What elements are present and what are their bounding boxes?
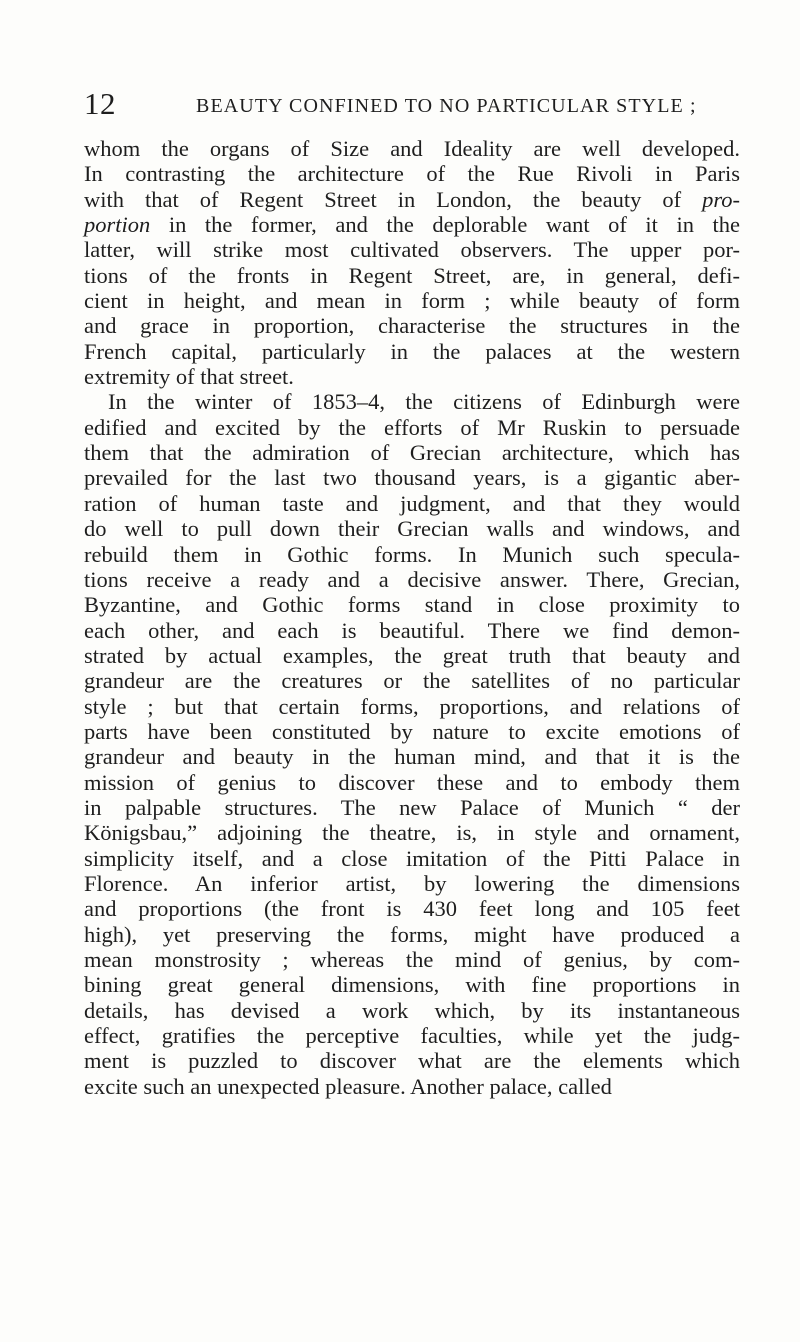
text-line: extremity of that street. <box>84 364 294 390</box>
text-line: strated by actual examples, the great truth that beauty and <box>84 642 740 668</box>
text-line: and proportions (the front is 430 feet long and 105 feet <box>84 896 740 922</box>
text-line: whom the organs of Size and Ideality are well developed. <box>84 136 740 161</box>
text-line: grandeur and beauty in the human mind, and that it is the <box>84 744 740 770</box>
text-line: them that the admiration of Grecian architecture, which has <box>84 440 740 466</box>
text-line: Byzantine, and Gothic forms stand in close proximity to <box>84 592 740 618</box>
text-line: excite such an unexpected pleasure. Another palace, called <box>84 1073 612 1099</box>
text-line: cient in height, and mean in form ; while beauty of form <box>84 288 740 314</box>
text-line: style ; but that certain forms, proportions, and relations of <box>84 693 740 719</box>
page-number: 12 <box>84 86 116 121</box>
text-line: Florence. An inferior artist, by lowering the dimensions <box>84 870 740 896</box>
text-line: mission of genius to discover these and to embody them <box>84 769 740 795</box>
text-line: high), yet preserving the forms, might have produced a <box>84 921 740 947</box>
text-line: Königsbau,” adjoining the theatre, is, in style and ornament, <box>84 820 740 846</box>
text-line: tions receive a ready and a decisive answer. There, Grecian, <box>84 566 740 592</box>
text-line: grandeur are the creatures or the satellites of no particular <box>84 668 740 694</box>
text-line: parts have been constituted by nature to excite emotions of <box>84 718 740 744</box>
text-line: latter, will strike most cultivated observers. The upper por- <box>84 237 740 263</box>
page-header <box>84 86 744 126</box>
text-line: do well to pull down their Grecian walls and windows, and <box>84 516 740 542</box>
text-line: ration of human taste and judgment, and that they would <box>84 490 740 516</box>
text-line: prevailed for the last two thousand years, is a gigantic aber- <box>84 465 740 491</box>
text-line: mean monstrosity ; whereas the mind of genius, by com- <box>84 947 740 972</box>
text-line: ment is puzzled to discover what are the elements which <box>84 1048 740 1074</box>
text-line: In contrasting the architecture of the Rue Rivoli in Paris <box>84 161 740 187</box>
text-line: rebuild them in Gothic forms. In Munich such specula- <box>84 541 740 567</box>
italic-word: pro- <box>702 186 741 212</box>
text-line <box>84 212 740 237</box>
text-line: details, has devised a work which, by its instantaneous <box>84 997 740 1023</box>
text-line: bining great general dimensions, with fine proportions in <box>84 972 740 998</box>
running-title: BEAUTY CONFINED TO NO PARTICULAR STYLE ; <box>196 95 697 117</box>
text-segment: with that of Regent Street in London, the beauty of <box>84 186 682 212</box>
text-line: effect, gratifies the perceptive faculties, while yet the judg- <box>84 1023 740 1049</box>
italic-word: portion <box>84 212 151 238</box>
text-line <box>84 187 740 212</box>
text-line: In the winter of 1853–4, the citizens of Edinburgh were <box>108 389 740 415</box>
text-line: in palpable structures. The new Palace of Munich “ der <box>84 794 740 820</box>
text-line: and grace in proportion, characterise the structures in the <box>84 313 740 339</box>
text-line: tions of the fronts in Regent Street, are, in general, defi- <box>84 262 740 288</box>
text-line: edified and excited by the efforts of Mr Ruskin to persuade <box>84 414 740 440</box>
text-line: each other, and each is beautiful. There we find demon- <box>84 617 740 643</box>
text-segment: in the former, and the deplorable want of it in the <box>168 212 740 238</box>
text-line: simplicity itself, and a close imitation of the Pitti Palace in <box>84 845 740 871</box>
body-text <box>84 136 740 1099</box>
text-line: French capital, particularly in the palaces at the western <box>84 338 740 364</box>
